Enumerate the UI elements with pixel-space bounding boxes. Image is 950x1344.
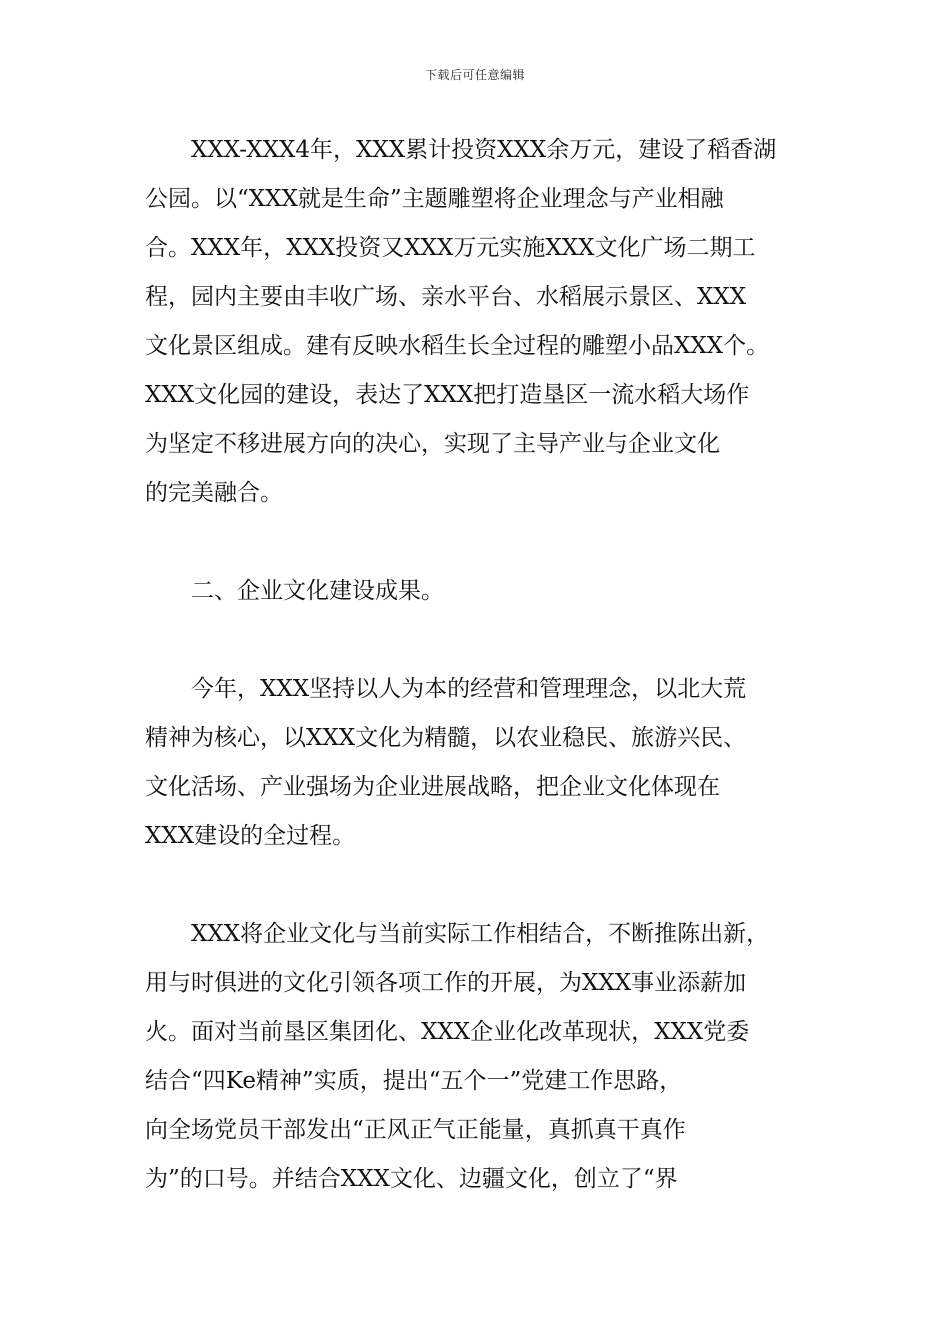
section-heading (145, 567, 810, 616)
text-line: XXX-XXX4年，XXX累计投资XXX余万元，建设了稻香湖 (191, 137, 777, 163)
page-header: 下载后可任意编辑 (424, 68, 525, 82)
text-line: XXX文化园的建设，表达了XXX把打造垦区一流水稻大场作 (145, 382, 750, 408)
text-line: 为坚定不移进展方向的决心，实现了主导产业与企业文化 (145, 431, 720, 457)
paragraph-park-construction (145, 126, 810, 518)
text-line: 文化景区组成。建有反映水稻生长全过程的雕塑小品XXX个。 (145, 333, 770, 359)
text-line: XXX将企业文化与当前实际工作相结合，不断推陈出新， (191, 921, 770, 947)
paragraph-spacer (145, 861, 810, 910)
text-line: 的完美融合。 (145, 480, 283, 506)
text-line: 文化活场、产业强场为企业进展战略，把企业文化体现在 (145, 774, 720, 800)
text-line: 精神为核心，以XXX文化为精髓，以农业稳民、旅游兴民、 (145, 725, 747, 751)
text-line: XXX建设的全过程。 (145, 823, 356, 849)
paragraph-spacer (145, 518, 810, 567)
text-line: 今年，XXX坚持以人为本的经营和管理理念，以北大荒 (191, 676, 747, 702)
text-line: 程，园内主要由丰收广场、亲水平台、水稻展示景区、XXX (145, 284, 747, 310)
text-line: 为”的口号。并结合XXX文化、边疆文化，创立了“界 (145, 1166, 678, 1192)
text-line: 用与时俱进的文化引领各项工作的开展，为XXX事业添薪加 (145, 970, 747, 996)
paragraph-culture-integration (145, 910, 810, 1204)
document-body (145, 126, 810, 1204)
text-line: 结合“四Ke精神”实质，提出“五个一”党建工作思路， (145, 1068, 683, 1094)
paragraph-spacer (145, 616, 810, 665)
heading-text: 二、企业文化建设成果。 (191, 578, 444, 604)
text-line: 向全场党员干部发出“正风正气正能量，真抓真干真作 (145, 1117, 686, 1143)
paragraph-management-philosophy (145, 665, 810, 861)
text-line: 火。面对当前垦区集团化、XXX企业化改革现状，XXX党委 (145, 1019, 750, 1045)
text-line: 合。XXX年，XXX投资又XXX万元实施XXX文化广场二期工 (145, 235, 756, 261)
text-line: 公园。以“XXX就是生命”主题雕塑将企业理念与产业相融 (145, 186, 724, 212)
